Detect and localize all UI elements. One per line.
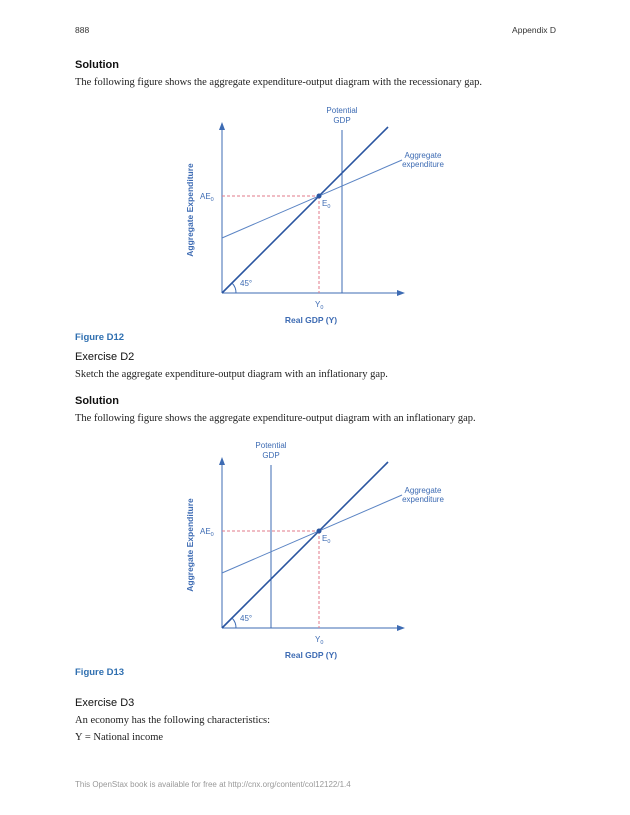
x-axis-label: Real GDP (Y): [284, 650, 338, 660]
potential-gdp-label-2: GDP: [333, 116, 351, 125]
figure-d12-chart: [180, 100, 444, 330]
page-number: 888: [75, 25, 90, 35]
y-axis-label: Aggregate Expenditure: [185, 163, 195, 257]
figure-d13-chart: [180, 435, 444, 665]
figure-d12-caption: Figure D12: [75, 332, 125, 343]
y-axis-arrow: [219, 122, 225, 130]
equilibrium-point: [317, 194, 322, 199]
angle-arc: [232, 283, 236, 293]
solution-heading: Solution: [75, 395, 119, 407]
figure-d13-caption: Figure D13: [75, 667, 125, 678]
forty-five-degree-line: [222, 462, 388, 628]
forty-five-degree-line: [222, 127, 388, 293]
forty-five-label: 45°: [240, 279, 253, 288]
exercise-d3-text: An economy has the following characteristics:: [75, 715, 271, 726]
ae-series-label-1: Aggregate: [404, 151, 442, 160]
forty-five-label: 45°: [240, 614, 253, 623]
solution-text: The following figure shows the aggregate expenditure-output diagram with the recessionary gap.: [75, 77, 483, 88]
x-axis-arrow: [397, 290, 405, 296]
ae-series-label-2: expenditure: [402, 495, 444, 504]
e0-label: $E_0$: [322, 199, 331, 210]
solution-text: The following figure shows the aggregate expenditure-output diagram with an inflationary gap.: [75, 413, 476, 424]
potential-gdp-label-1: Potential: [326, 106, 358, 115]
e0-label: $E_0$: [322, 534, 331, 545]
exercise-d2-text: Sketch the aggregate expenditure-output diagram with an inflationary gap.: [75, 369, 388, 380]
potential-gdp-label-2: GDP: [262, 451, 280, 460]
y-axis-arrow: [219, 457, 225, 465]
equilibrium-point: [317, 529, 322, 534]
exercise-d3-heading: Exercise D3: [75, 697, 135, 709]
ae-series-label-2: expenditure: [402, 160, 444, 169]
ae-series-label-1: Aggregate: [404, 486, 442, 495]
exercise-d2-heading: Exercise D2: [75, 351, 135, 363]
aggregate-expenditure-line: [222, 495, 402, 573]
exercise-d3-line: Y = National income: [75, 732, 164, 743]
y0-label: $Y_0$: [315, 635, 324, 646]
solution-heading: Solution: [75, 59, 119, 71]
x-axis-arrow: [397, 625, 405, 631]
angle-arc: [232, 618, 236, 628]
potential-gdp-label-1: Potential: [255, 441, 287, 450]
y0-label: $Y_0$: [315, 300, 324, 311]
aggregate-expenditure-line: [222, 160, 402, 238]
y-axis-label: Aggregate Expenditure: [185, 498, 195, 592]
section-title: Appendix D: [512, 25, 556, 35]
ae0-label: $AE_0$: [200, 527, 214, 538]
footer-text: This OpenStax book is available for free at http://cnx.org/content/col12122/1.4: [75, 780, 351, 789]
ae0-label: $AE_0$: [200, 192, 214, 203]
x-axis-label: Real GDP (Y): [284, 315, 338, 325]
